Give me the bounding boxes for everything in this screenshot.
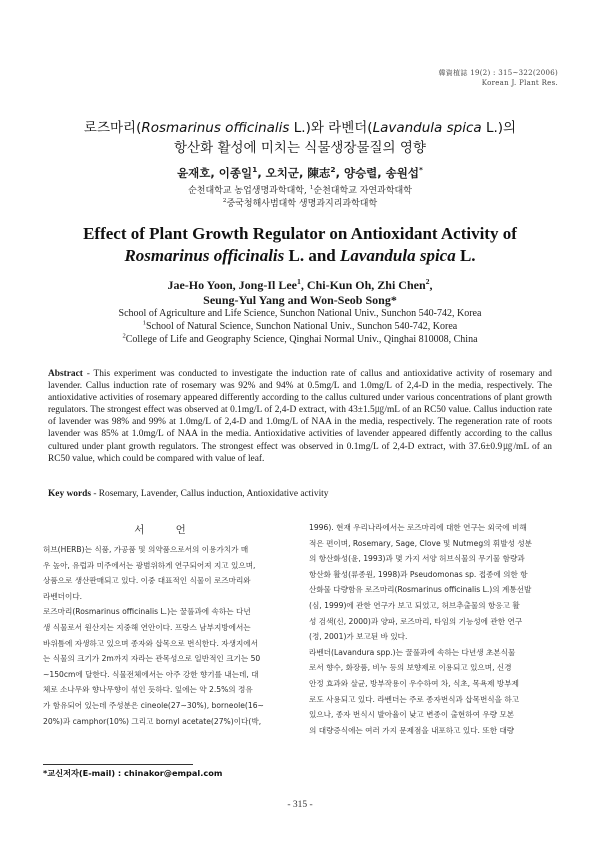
body-text-line: 있으나, 종자 번식시 발아율이 낮고 변종이 출현하여 우량 모본 (309, 710, 515, 720)
author-text: , 오치군, 陳志 (257, 166, 331, 180)
body-text-line: 허브(HERB)는 식품, 가공품 및 의약품으로서의 이용가치가 매 (43, 545, 249, 554)
body-text-line: (심, 1999)에 관한 연구가 보고 되었고, 허브추출물의 항응고 활 (309, 600, 520, 610)
affiliation-mark: 2 (122, 332, 126, 340)
abstract-text: - This experiment was conducted to investigate the induction rate of callus and antioxidative activity of rosemary and lavender. Callus induction rate of rosemary was 92% and 94% at 0.5mg/L and 1.0mg/L of 2,4-D in the media, respectively. The antioxidative activities of rosemary appeared differently according to the callus cultured under various concentrations of plant growth regulators. The strongest effect was observed at 0.1mg/L of 2,4-D extract, with 43±1.5㎍/mL of an RC50 value. Callus induction rate of lavender was 98% and 99% at 1.0mg/L of 2,4-D and 1.0mg/L of NAA in the media, respectively. The regeneration rate of roots lavender was 85% at 1.0mg/L of NAA in the media. Antioxidative activities of lavender appeared diffently according to the callus cultured under plant growth regulators. The strongest effect was observed in 0.1mg/L of 2,4-D extract, with 37.6±0.9㎍/mL of an RC50 value, which could be compared with value of leaf. (48, 369, 552, 464)
korean-affiliation-1 (40, 183, 560, 196)
body-text-line: (정, 2001)가 보고된 바 있다. (309, 632, 408, 642)
journal-name-line: Korean J. Plant Res. (481, 79, 558, 87)
english-affiliation-1: School of Agriculture and Life Science, Sunchon National Univ., Sunchon 540-742, Korea (118, 308, 482, 319)
affiliation-text: 중국청해사범대학 생명과지리과학대학 (226, 199, 378, 209)
korean-title-line-2: 항산화 활성에 미치는 식물생장물질의 영향 (174, 140, 426, 156)
keywords-text: - Rosemary, Lavender, Callus induction, Antioxidative activity (90, 489, 329, 499)
body-text-line: 는 식물의 크기가 2m까지 자라는 관목성으로 일반적인 크기는 50 (43, 654, 261, 664)
title-text: L. and (284, 246, 341, 265)
affiliation-mark: 1 (309, 185, 314, 191)
journal-volume-line: 韓資植誌 19(2) : 315~322(2006) (438, 69, 558, 77)
body-text-line: 로도 사용되고 있다. 라벤더는 주로 종자번식과 삽목번식을 하고 (309, 694, 520, 704)
author-text: , (429, 278, 433, 292)
journal-citation (338, 68, 558, 88)
species-name-lavender: Lavandula spica (372, 120, 482, 136)
body-text-line: 가 함유되어 있는데 주성분은 cineole(27~30%), borneole(16~ (43, 700, 264, 710)
affiliation-text: 순천대학교 자연과학대학 (313, 186, 412, 196)
body-text-line: 로서 향수, 화장품, 비누 등의 보향제로 이용되고 있으며, 신경 (309, 663, 512, 673)
page-number: - 315 - (287, 800, 313, 810)
title-text: L. (455, 246, 476, 265)
affiliation-mark: 1 (142, 319, 146, 327)
english-authors-line-2: Seung-Yul Yang and Won-Seob Song* (203, 293, 397, 307)
affiliation-mark: 1 (252, 165, 258, 175)
body-text-line: 우 높아, 유럽과 미주에서는 광범위하게 연구되어져 지고 있으며, (43, 560, 256, 570)
body-text-line: 의 대량증식에는 여러 가지 문제점을 내포하고 있다. 또한 대량 (309, 725, 515, 735)
affiliation-mark: 2 (425, 277, 430, 286)
body-column-right (309, 520, 557, 738)
korean-title-line-1 (40, 116, 560, 136)
korean-title-text: 로즈마리( (83, 120, 142, 136)
body-text-line: 적은 편이며, Rosemary, Sage, Clove 및 Nutmeg의 휘발성 성분 (309, 538, 533, 548)
affiliation-mark: 2 (330, 165, 336, 175)
body-text-line: ~150cm에 달한다. 식물전체에서는 아주 강한 향기를 내는데, 대 (43, 669, 259, 679)
english-title-line-2 (40, 246, 560, 266)
affiliation-text: 순천대학교 농업생명과학대학, (188, 186, 310, 196)
affiliation-mark: 2 (222, 198, 227, 204)
english-affiliation-3 (40, 334, 560, 345)
author-text: , Chi-Kun Oh, Zhi Chen (300, 278, 426, 292)
english-title-line-1: Effect of Plant Growth Regulator on Antioxidant Activity of (83, 224, 517, 243)
body-text-line: 1996). 현재 우리나라에서는 로즈마리에 대한 연구는 외국에 비해 (309, 523, 527, 532)
korean-title-text: L.)의 (481, 120, 517, 136)
species-name-lavender: Lavandula spica (340, 246, 456, 265)
body-text-left (43, 542, 291, 729)
body-text-line: 안정 효과와 살균, 방부작용이 우수하여 차, 식초, 목욕제 방부제 (309, 678, 519, 688)
body-text-line: 로즈마리(Rosmarinus officinalis L.)는 꿀풀과에 속하는 다년 (43, 607, 251, 617)
keywords-label: Key words (48, 489, 91, 499)
body-text-line: 20%)과 camphor(10%) 그리고 bornyl acetate(27%)이다(박, (43, 716, 262, 726)
author-text: , 양승렬, 송원섭 (335, 166, 419, 180)
corresponding-mark: * (419, 165, 423, 175)
author-text: Jae-Ho Yoon, Jong-Il Lee (167, 278, 298, 292)
body-text-line: 라벤더(Lavandura spp.)는 꿀풀과에 속하는 다년생 초본식물 (309, 647, 516, 657)
author-text: 윤재호, 이종일 (177, 166, 253, 180)
abstract-label: Abstract (48, 369, 83, 379)
body-column-left (43, 520, 291, 729)
footnote-rule (43, 764, 193, 765)
corresponding-author-footnote: *교신저자(E-mail) : chinakor@empal.com (43, 768, 223, 778)
korean-authors (40, 165, 560, 181)
english-affiliation-2 (40, 321, 560, 332)
english-authors-line-1 (40, 278, 560, 293)
body-text-line: 산화물 다량함유 로즈마리(Rosmarinus officinalis L.)의 계통선발 (309, 585, 532, 595)
body-text-line: 의 항산화성(윤, 1993)과 몇 가지 서양 허브식물의 무기물 함량과 (309, 554, 525, 564)
body-text-line: 항산화 활성(류종원, 1998)과 Pseudomonas sp. 접종에 의한 항 (309, 569, 528, 579)
body-text-line: 라벤더이다. (43, 591, 83, 601)
body-text-right (309, 520, 557, 738)
body-text-line: 생 식물로서 원산지는 지중해 연안이다. 프랑스 남부지방에서는 (43, 622, 251, 632)
affiliation-text: College of Life and Geography Science, Qinghai Normal Univ., Qinghai 810008, China (125, 334, 478, 345)
body-text-line: 상품으로 생산판매되고 있다. 이중 대표적인 식물이 로즈마리와 (43, 576, 251, 586)
affiliation-mark: 1 (297, 277, 301, 286)
species-name-rosemary: Rosmarinus officinalis (124, 246, 285, 265)
korean-affiliation-2 (40, 196, 560, 209)
body-text-line: 체로 소나무와 향나무향이 섞인 듯하다. 잎에는 약 2.5%의 정유 (43, 685, 253, 695)
body-text-line: 바위틈에 자생하고 있으며 종자와 삽목으로 번식한다. 자생지에서 (43, 638, 258, 648)
section-heading-introduction: 서 언 (134, 524, 200, 536)
keywords (48, 489, 552, 499)
abstract (48, 368, 552, 465)
species-name-rosemary: Rosmarinus officinalis (141, 120, 290, 136)
body-text-line: 성 검색(신, 2000)과 양파, 로즈마리, 타임의 기능성에 관한 연구 (309, 616, 523, 626)
affiliation-text: School of Natural Science, Sunchon National Univ., Sunchon 540-742, Korea (146, 321, 458, 332)
korean-title-text: L.)와 라벤더( (289, 120, 373, 136)
